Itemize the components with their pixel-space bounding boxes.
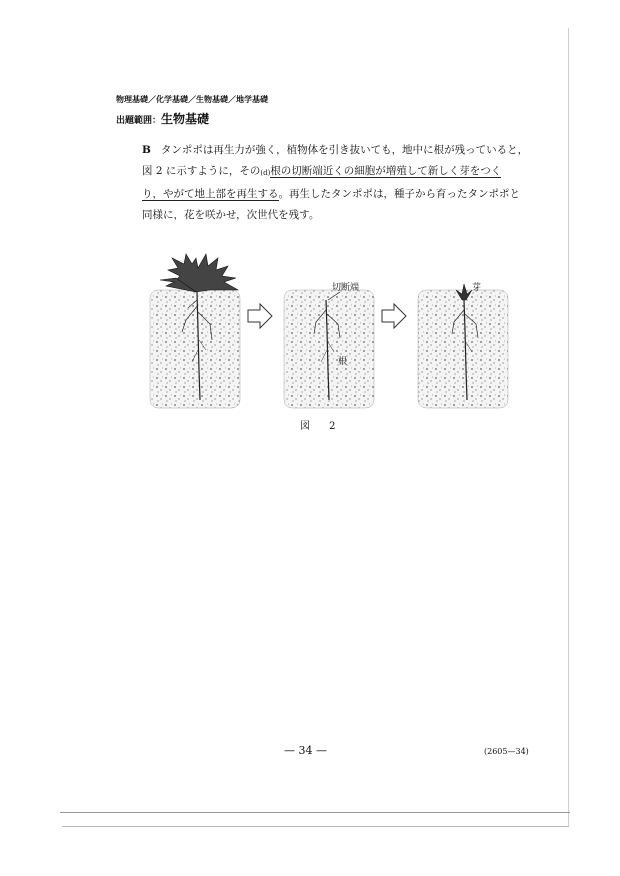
- section-b: [142, 140, 537, 226]
- page-number: — 34 —: [284, 744, 327, 757]
- figure-2-illustration: [146, 250, 536, 420]
- arrow-right-1: [248, 304, 272, 328]
- root-label: 根: [338, 357, 348, 367]
- figure-caption: 図 2: [300, 421, 344, 432]
- section-line-4: [142, 205, 537, 226]
- underlined-text-2: り，やがて地上部を再生する: [142, 188, 279, 200]
- subjects-header: 物理基礎／化学基礎／生物基礎／地学基礎: [116, 95, 268, 104]
- section-line-1: [142, 140, 537, 161]
- line1-text: タンポポは再生力が強く，植物体を引き抜いても，地中に根が残っていると，: [160, 144, 529, 156]
- soil-panel-1: [150, 290, 240, 408]
- scope-value: 生物基礎: [161, 112, 210, 126]
- document-code: (2605—34): [484, 747, 529, 756]
- bud-label: 芽: [472, 283, 482, 293]
- section-line-3: [142, 184, 537, 205]
- cut-end-label: 切断端: [332, 283, 360, 293]
- exam-scope: [116, 108, 209, 127]
- line4-text: 同様に，花を咲かせ，次世代を残す。: [142, 209, 320, 221]
- soil-panel-3: [418, 290, 508, 408]
- section-mark: B: [142, 144, 151, 156]
- bottom-rule: [60, 812, 570, 813]
- arrow-right-2: [382, 304, 406, 328]
- line2-pre: 図 2 に示すように，その: [142, 165, 261, 177]
- section-line-2: [142, 161, 537, 184]
- line3-post: 。再生したタンポポは，種子から育ったタンポポと: [278, 188, 520, 200]
- dandelion-leaves: [160, 254, 238, 292]
- scope-label: 出題範囲：: [116, 116, 162, 126]
- underline-marker: (d): [260, 169, 271, 177]
- underlined-text-1: 根の切断端近くの細胞が増殖して新しく芽をつく: [270, 165, 502, 177]
